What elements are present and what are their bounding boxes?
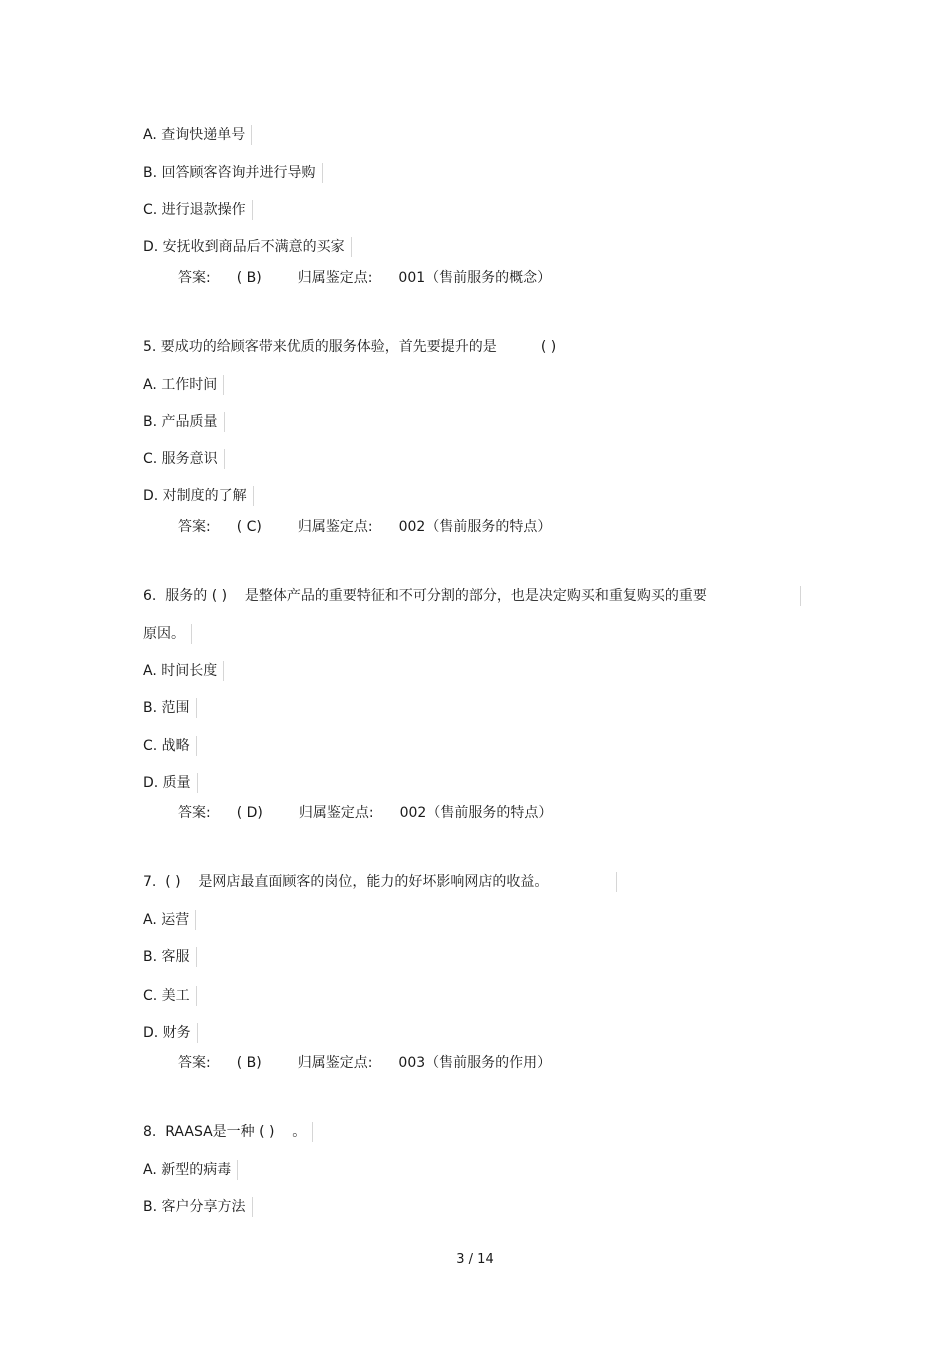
q6-option-b: B. 范围 [143,698,197,718]
point-label: 归属鉴定点: [298,805,374,821]
q8-option-a: A. 新型的病毒 [143,1160,238,1180]
answer-label: 答案: [178,519,211,535]
q5-answer: ( C) [236,519,262,535]
option-divider [191,624,192,644]
q4-answer: ( B) [236,270,262,286]
q7-point: 003（售前服务的作用） [398,1055,552,1071]
q5-answer-line [178,518,551,536]
q7-option-d: D. 财务 [143,1023,198,1043]
q5-option-c: C. 服务意识 [143,449,225,469]
q6-point: 002（售前服务的特点） [399,805,553,821]
q4-option-c: C. 进行退款操作 [143,200,253,220]
q6-stem-line1: 6. 服务的 ( ) 是整体产品的重要特征和不可分割的部分，也是决定购买和重复购买的重要 [143,588,707,604]
option-divider [253,486,254,506]
q6-stem-line2: 原因。 [143,624,192,644]
q5-stem: 5. 要成功的给顾客带来优质的服务体验，首先要提升的是 ( ) [143,339,557,355]
line-divider [800,586,801,606]
q6-option-d: D. 质量 [143,773,198,793]
point-label: 归属鉴定点: [297,1055,373,1071]
point-label: 归属鉴定点: [297,519,373,535]
q4-option-b: B. 回答顾客咨询并进行导购 [143,163,323,183]
q6-answer-line [178,804,552,822]
q7-answer: ( B) [236,1055,262,1071]
option-divider [252,1197,253,1217]
q4-point: 001（售前服务的概念） [398,270,552,286]
option-divider [196,698,197,718]
q5-blank: ( ) [540,339,557,355]
q6-option-c: C. 战略 [143,736,197,756]
answer-label: 答案: [178,1055,211,1071]
q6-option-a: A. 时间长度 [143,661,224,681]
page-indicator: 3 / 14 [456,1252,494,1267]
option-divider [251,125,252,145]
option-divider [224,412,225,432]
option-divider [195,910,196,930]
q4-option-a: A. 查询快递单号 [143,125,252,145]
q4-answer-line [178,269,551,287]
option-divider [322,163,323,183]
answer-label: 答案: [178,270,211,286]
option-divider [224,449,225,469]
q7-option-b: B. 客服 [143,947,197,967]
q7-option-c: C. 美工 [143,986,197,1006]
q7-stem: 7. ( ) 是网店最直面顾客的岗位，能力的好坏影响网店的收益。 [143,874,549,890]
q8-option-b: B. 客户分享方法 [143,1197,253,1217]
point-label: 归属鉴定点: [297,270,373,286]
q5-option-a: A. 工作时间 [143,375,224,395]
option-divider [351,237,352,257]
q7-option-a: A. 运营 [143,910,196,930]
q4-option-d: D. 安抚收到商品后不满意的买家 [143,237,352,257]
q5-option-b: B. 产品质量 [143,412,225,432]
line-divider [616,872,617,892]
q5-point: 002（售前服务的特点） [398,519,552,535]
q6-answer: ( D) [236,805,263,821]
option-divider [312,1122,313,1142]
q8-stem: 8. RAASA是一种 ( ) 。 [143,1122,313,1142]
option-divider [223,661,224,681]
q5-option-d: D. 对制度的了解 [143,486,254,506]
option-divider [223,375,224,395]
q7-answer-line [178,1054,551,1072]
option-divider [196,947,197,967]
option-divider [237,1160,238,1180]
answer-label: 答案: [178,805,211,821]
option-divider [196,986,197,1006]
option-divider [197,1023,198,1043]
option-divider [197,773,198,793]
option-divider [196,736,197,756]
option-divider [252,200,253,220]
